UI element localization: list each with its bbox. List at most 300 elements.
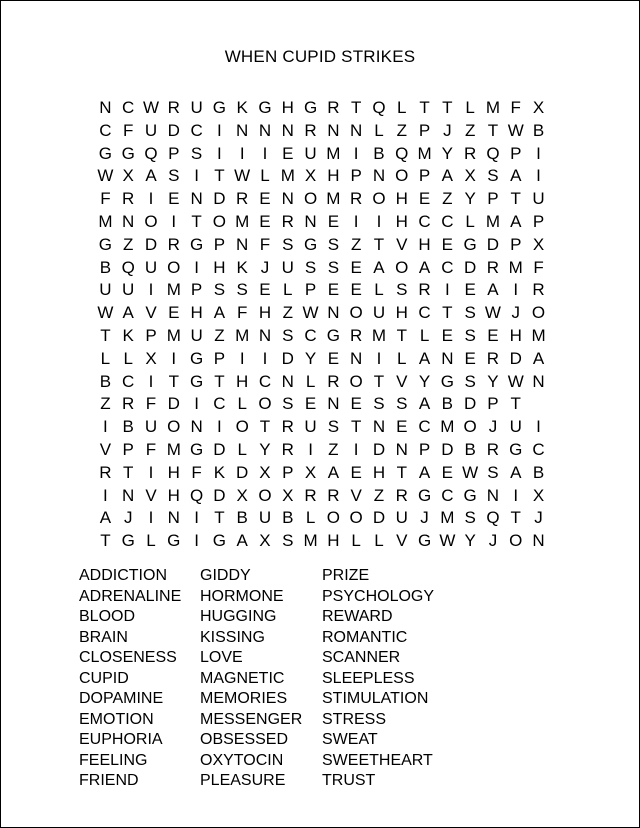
grid-letter: J (443, 120, 452, 140)
grid-letter: I (148, 189, 154, 209)
grid-letter: D (509, 348, 522, 368)
word-list-item: MEMORIES (200, 690, 288, 707)
grid-letter: F (100, 189, 111, 209)
grid-letter: L (397, 98, 407, 117)
grid-letter: X (259, 462, 271, 482)
grid-letter: N (258, 120, 272, 140)
grid-letter: D (464, 257, 477, 277)
grid-letter: Q (395, 143, 409, 163)
grid-letter: H (167, 485, 180, 505)
grid-letter: H (327, 166, 340, 186)
grid-letter: O (144, 211, 158, 231)
grid-letter: T (487, 120, 499, 140)
grid-letter: A (236, 531, 248, 551)
grid-letter: C (122, 98, 135, 117)
grid-letter: C (532, 439, 545, 459)
grid-letter: C (258, 371, 272, 391)
grid-letter: B (122, 417, 134, 437)
grid-letter: Q (121, 257, 135, 277)
grid-letter: S (327, 257, 340, 277)
grid-letter: A (510, 211, 522, 231)
grid-letter: M (485, 98, 501, 117)
word-list-item: SWEAT (322, 731, 378, 748)
grid-letter: O (212, 211, 226, 231)
grid-letter: R (464, 143, 477, 163)
grid-letter: L (351, 531, 361, 551)
grid-letter: I (513, 485, 519, 505)
grid-letter: A (418, 394, 431, 414)
grid-letter: D (441, 439, 454, 459)
grid-letter: C (418, 417, 431, 437)
grid-letter: Y (259, 439, 271, 459)
grid-letter: S (396, 394, 408, 414)
grid-letter: I (444, 280, 450, 300)
grid-letter: M (417, 143, 432, 163)
grid-letter: G (121, 143, 135, 163)
grid-letter: Y (487, 371, 499, 391)
grid-letter: I (217, 417, 222, 437)
grid-letter: T (214, 371, 225, 391)
grid-letter: M (485, 211, 501, 231)
grid-letter: Z (123, 234, 134, 254)
grid-letter: A (99, 508, 112, 528)
grid-row (94, 234, 550, 257)
grid-letter: E (441, 325, 454, 345)
grid-letter: C (441, 211, 454, 231)
grid-letter: E (282, 143, 294, 163)
word-list-item: CUPID (79, 669, 129, 687)
grid-letter: X (464, 166, 476, 186)
grid-letter: T (442, 303, 453, 323)
word-list-item: MAGNETIC (200, 669, 285, 687)
grid-letter: I (148, 508, 154, 528)
grid-letter: T (510, 508, 521, 528)
grid-letter: T (168, 371, 179, 391)
grid-letter: B (99, 257, 112, 277)
grid-row (94, 143, 550, 166)
grid-row (94, 485, 550, 508)
grid-letter: P (487, 394, 499, 414)
word-list-item: KISSING (200, 628, 265, 646)
grid-letter: H (167, 462, 180, 482)
grid-letter: T (442, 98, 453, 117)
grid-letter: H (213, 257, 226, 277)
grid-letter: F (145, 394, 157, 414)
grid-letter: U (144, 257, 158, 277)
word-list-item: FRIEND (79, 772, 139, 789)
grid-letter: I (376, 348, 382, 368)
grid-letter: U (190, 98, 203, 117)
grid-letter: U (304, 417, 317, 437)
grid-letter: N (486, 485, 500, 505)
grid-letter: F (510, 98, 521, 117)
grid-letter: T (100, 325, 111, 345)
grid-letter: S (373, 394, 385, 414)
grid-letter: C (122, 371, 135, 391)
grid-letter: I (194, 394, 199, 414)
grid-letter: B (373, 143, 385, 163)
grid-letter: R (167, 98, 180, 117)
grid-letter: Y (464, 189, 476, 209)
grid-letter: E (304, 394, 317, 414)
word-list-item: HORMONE (200, 587, 284, 605)
grid-letter: W (484, 303, 501, 323)
grid-letter: L (397, 348, 407, 368)
grid-letter: N (327, 120, 340, 140)
grid-letter: L (374, 280, 384, 300)
grid-letter: N (532, 531, 545, 551)
grid-letter: N (167, 508, 180, 528)
grid-letter: I (308, 439, 313, 459)
grid-letter: U (304, 143, 317, 163)
grid-letter: Y (441, 143, 454, 163)
grid-letter: I (171, 211, 177, 231)
grid-letter: H (327, 531, 340, 551)
grid-letter: G (212, 531, 226, 551)
word-list-item: OBSESSED (200, 731, 289, 748)
grid-letter: M (531, 325, 546, 345)
grid-letter: E (464, 280, 476, 300)
grid-letter: H (418, 234, 431, 254)
grid-letter: E (487, 325, 499, 345)
grid-letter: A (213, 303, 226, 323)
grid-letter: T (373, 371, 385, 391)
grid-letter: M (166, 280, 181, 300)
grid-letter: P (510, 234, 522, 254)
grid-letter: X (304, 462, 317, 482)
grid-letter: I (262, 143, 268, 163)
word-list-item: BLOOD (79, 608, 136, 625)
grid-letter: H (190, 303, 203, 323)
grid-letter: N (350, 348, 363, 368)
grid-letter: N (281, 120, 294, 140)
grid-letter: E (168, 189, 180, 209)
grid-letter: B (464, 439, 476, 459)
grid-letter: U (144, 417, 158, 437)
grid-letter: X (236, 485, 248, 505)
grid-letter: E (464, 348, 476, 368)
grid-letter: S (487, 166, 499, 186)
grid-letter: W (439, 531, 456, 551)
word-list-item: ADDICTION (79, 567, 167, 584)
grid-letter: G (258, 98, 272, 117)
grid-letter: I (536, 417, 541, 437)
grid-letter: Z (373, 485, 385, 505)
grid-letter: W (507, 371, 524, 391)
grid-row (94, 120, 550, 143)
grid-letter: R (350, 325, 363, 345)
grid-letter: R (281, 211, 294, 231)
grid-letter: Z (100, 394, 111, 414)
grid-letter: G (509, 439, 523, 459)
grid-letter: N (122, 485, 135, 505)
grid-letter: X (122, 166, 134, 186)
grid-letter: E (259, 211, 271, 231)
grid-letter: J (260, 257, 270, 277)
grid-row (94, 439, 550, 462)
grid-letter: H (509, 325, 522, 345)
grid-letter: E (259, 280, 271, 300)
grid-letter: J (420, 508, 429, 528)
grid-letter: V (99, 439, 112, 459)
grid-letter: V (350, 485, 362, 505)
grid-letter: V (145, 303, 157, 323)
word-column-2 (200, 566, 322, 792)
grid-letter: I (194, 257, 199, 277)
grid-letter: I (103, 417, 108, 437)
grid-letter: L (123, 348, 133, 368)
grid-letter: I (194, 508, 199, 528)
grid-letter: A (487, 280, 499, 300)
grid-letter: N (236, 234, 249, 254)
grid-letter: K (236, 257, 248, 277)
grid-letter: Q (372, 98, 386, 117)
grid-letter: G (189, 371, 204, 391)
word-list-item: SWEETHEART (322, 751, 433, 769)
grid-letter: S (464, 325, 476, 345)
grid-letter: M (98, 211, 113, 231)
word-list-item: TRUST (322, 772, 376, 789)
grid-letter: P (532, 211, 545, 231)
grid-letter: D (213, 439, 226, 459)
grid-letter: I (217, 120, 222, 140)
grid-letter: H (258, 303, 272, 323)
grid-letter: L (260, 166, 270, 186)
grid-letter: F (259, 234, 271, 254)
grid-letter: P (350, 166, 362, 186)
grid-letter: Z (214, 325, 225, 345)
grid-letter: B (236, 508, 248, 528)
grid-letter: A (510, 166, 522, 186)
grid-letter: E (327, 211, 340, 231)
grid-letter: L (100, 348, 111, 368)
grid-letter: T (396, 462, 407, 482)
word-list-item: GIDDY (200, 567, 251, 584)
grid-letter: P (487, 189, 499, 209)
grid-letter: I (148, 462, 154, 482)
grid-row (94, 530, 550, 553)
grid-letter: R (122, 394, 135, 414)
grid-letter: H (395, 189, 408, 209)
word-list-item: EMOTION (79, 710, 154, 728)
grid-letter: T (373, 234, 385, 254)
word-list-item: PRIZE (322, 567, 370, 584)
grid-letter: Z (328, 439, 339, 459)
grid-letter: F (123, 120, 134, 140)
grid-letter: R (304, 485, 317, 505)
grid-letter: N (122, 211, 135, 231)
grid-letter: P (213, 348, 226, 368)
grid-letter: G (440, 371, 454, 391)
grid-letter: I (171, 348, 177, 368)
grid-row (94, 462, 550, 485)
grid-letter: M (440, 417, 455, 437)
grid-letter: R (486, 348, 500, 368)
grid-letter: I (239, 143, 245, 163)
grid-letter: B (441, 394, 454, 414)
grid-letter: S (304, 257, 317, 277)
grid-letter: E (350, 394, 362, 414)
grid-letter: D (486, 234, 500, 254)
grid-letter: G (98, 234, 113, 254)
grid-letter: T (419, 98, 430, 117)
grid-letter: E (327, 348, 340, 368)
grid-letter: O (395, 257, 409, 277)
grid-letter: I (353, 143, 359, 163)
grid-letter: W (97, 166, 114, 186)
grid-letter: N (327, 394, 340, 414)
grid-letter: M (166, 325, 181, 345)
grid-letter: L (237, 394, 247, 414)
grid-letter: O (258, 485, 272, 505)
grid-letter: D (213, 485, 226, 505)
grid-letter: G (167, 531, 181, 551)
grid-letter: L (374, 531, 384, 551)
grid-letter: M (235, 325, 250, 345)
word-list-item: EUPHORIA (79, 731, 163, 748)
grid-letter: N (372, 166, 386, 186)
grid-letter: Z (350, 234, 362, 254)
word-list-item: PLEASURE (200, 772, 286, 789)
grid-letter: E (396, 417, 408, 437)
grid-row (94, 416, 550, 439)
grid-letter: R (327, 371, 340, 391)
grid-letter: E (350, 462, 362, 482)
grid-letter: P (168, 143, 180, 163)
grid-letter: V (396, 371, 408, 391)
grid-letter: N (99, 98, 112, 117)
grid-letter: P (145, 325, 157, 345)
grid-letter: P (190, 280, 203, 300)
grid-letter: D (167, 394, 180, 414)
grid-letter: K (213, 462, 226, 482)
grid-row (94, 325, 550, 348)
grid-letter: O (326, 508, 340, 528)
grid-letter: C (99, 120, 112, 140)
grid-letter: S (168, 166, 180, 186)
grid-row (94, 507, 550, 530)
grid-letter: Z (464, 120, 476, 140)
grid-letter: C (441, 257, 454, 277)
grid-letter: H (236, 371, 249, 391)
grid-letter: J (511, 303, 520, 323)
grid-letter: L (146, 531, 156, 551)
grid-letter: S (396, 280, 408, 300)
grid-letter: U (509, 417, 522, 437)
grid-letter: M (440, 508, 455, 528)
grid-letter: I (536, 143, 541, 163)
word-list-item: HUGGING (200, 608, 277, 625)
grid-letter: S (464, 371, 476, 391)
grid-letter: I (103, 485, 108, 505)
grid-row (94, 97, 550, 120)
word-list-item: ADRENALINE (79, 587, 182, 605)
grid-letter: P (213, 234, 226, 254)
grid-row (94, 165, 550, 188)
word-column-1 (79, 566, 200, 792)
grid-letter: O (258, 394, 272, 414)
grid-letter: N (395, 439, 408, 459)
grid-letter: T (100, 531, 111, 551)
grid-letter: P (418, 166, 431, 186)
grid-letter: F (533, 257, 544, 277)
grid-letter: R (486, 257, 500, 277)
grid-letter: Z (442, 189, 453, 209)
grid-letter: L (374, 120, 384, 140)
grid-letter: C (441, 485, 454, 505)
grid-letter: D (144, 234, 158, 254)
grid-letter: D (372, 439, 386, 459)
grid-letter: O (372, 189, 386, 209)
grid-letter: S (213, 280, 226, 300)
grid-letter: A (373, 257, 385, 277)
grid-letter: B (99, 371, 112, 391)
grid-letter: G (463, 234, 477, 254)
grid-letter: N (258, 325, 272, 345)
grid-letter: R (486, 439, 500, 459)
grid-letter: U (144, 120, 158, 140)
grid-letter: Y (418, 371, 431, 391)
grid-letter: I (239, 348, 245, 368)
word-list-item: STIMULATION (322, 690, 429, 707)
grid-letter: O (509, 531, 523, 551)
grid-letter: Z (282, 303, 293, 323)
grid-letter: R (99, 462, 112, 482)
grid-letter: G (189, 234, 204, 254)
grid-letter: X (532, 98, 545, 117)
grid-letter: S (282, 531, 294, 551)
grid-letter: N (190, 417, 203, 437)
grid-letter: O (349, 508, 363, 528)
grid-letter: M (166, 439, 181, 459)
grid-letter: T (191, 211, 202, 231)
grid-letter: C (213, 394, 226, 414)
grid-letter: G (98, 143, 113, 163)
grid-letter: A (441, 166, 454, 186)
grid-letter: O (463, 417, 477, 437)
grid-letter: H (395, 303, 408, 323)
grid-letter: N (327, 303, 340, 323)
grid-letter: F (236, 303, 248, 323)
grid-letter: Q (189, 485, 204, 505)
word-column-3 (322, 566, 462, 792)
grid-letter: I (194, 166, 199, 186)
grid-letter: G (121, 531, 135, 551)
grid-letter: T (214, 166, 225, 186)
grid-letter: H (281, 98, 294, 117)
grid-letter: M (508, 257, 523, 277)
grid-letter: H (395, 211, 408, 231)
grid-letter: X (532, 485, 545, 505)
grid-letter: R (281, 439, 294, 459)
grid-letter: B (532, 120, 545, 140)
grid-letter: T (259, 417, 271, 437)
grid-letter: M (235, 211, 250, 231)
grid-row (94, 393, 550, 416)
grid-row (94, 371, 550, 394)
grid-letter: C (190, 120, 203, 140)
grid-letter: X (532, 234, 545, 254)
grid-letter: R (304, 120, 317, 140)
grid-letter: U (190, 325, 203, 345)
grid-letter: A (418, 462, 431, 482)
grid-letter: V (396, 234, 408, 254)
grid-letter: E (350, 257, 362, 277)
grid-letter: I (194, 531, 199, 551)
grid-letter: X (282, 485, 294, 505)
grid-letter: T (123, 462, 134, 482)
grid-letter: U (372, 303, 386, 323)
